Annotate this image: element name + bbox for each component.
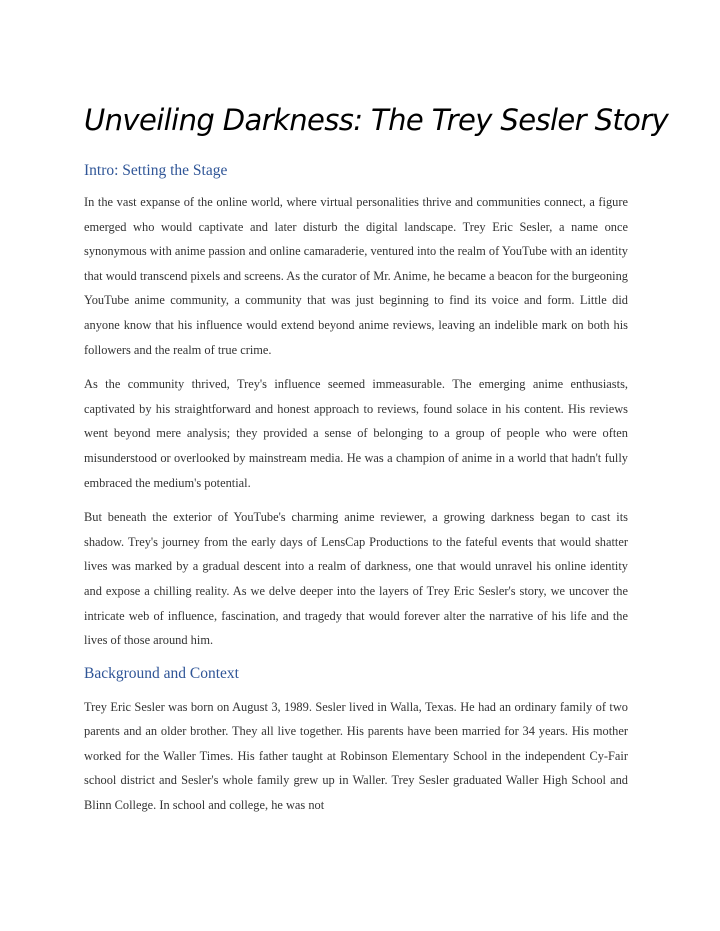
document-title: Unveiling Darkness: The Trey Sesler Story	[84, 103, 669, 137]
paragraph-background-1: Trey Eric Sesler was born on August 3, 1989. Sesler lived in Walla, Texas. He had an ordinary family of two parents and an older brother. They all live together. His parents have been married for 34 years. His mother worked for the Waller Times. His father taught at Robinson Elementary School in the independent Cy-Fair school district and Sesler's whole family grew up in Waller. Trey Sesler graduated Waller High School and Blinn College. In school and college, he was not	[84, 699, 628, 813]
section-heading-background: Background and Context	[84, 664, 239, 682]
paragraph-intro-3: But beneath the exterior of YouTube's charming anime reviewer, a growing darkness began to cast its shadow. Trey's journey from the early days of LensCap Productions to the fateful events that would shatter lives was marked by a gradual descent into a realm of darkness, one that would unravel his online identity and expose a chilling reality. As we delve deeper into the layers of Trey Eric Sesler's story, we uncover the intricate web of influence, fascination, and tragedy that would forever alter the narrative of his life and the lives of those around him.	[84, 510, 628, 648]
paragraph-intro-1: In the vast expanse of the online world, where virtual personalities thrive and communities connect, a figure emerged who would captivate and later disturb the digital landscape. Trey Eric Sesler, a name once synonymous with anime passion and online camaraderie, ventured into the realm of YouTube with an identity that would transcend pixels and screens. As the curator of Mr. Anime, he became a beacon for the burgeoning YouTube anime community, a community that was just beginning to find its voice and form. Little did anyone know that his influence would extend beyond anime reviews, leaving an indelible mark on both his followers and the realm of true crime.	[84, 195, 628, 357]
paragraph-intro-2: As the community thrived, Trey's influence seemed immeasurable. The emerging anime enthusiasts, captivated by his straightforward and honest approach to reviews, found solace in his content. His reviews went beyond mere analysis; they provided a sense of belonging to a group of people who were often misunderstood or overlooked by mainstream media. He was a champion of anime in a world that hadn't fully embraced the medium's potential.	[84, 377, 628, 490]
section-heading-intro: Intro: Setting the Stage	[84, 162, 228, 179]
